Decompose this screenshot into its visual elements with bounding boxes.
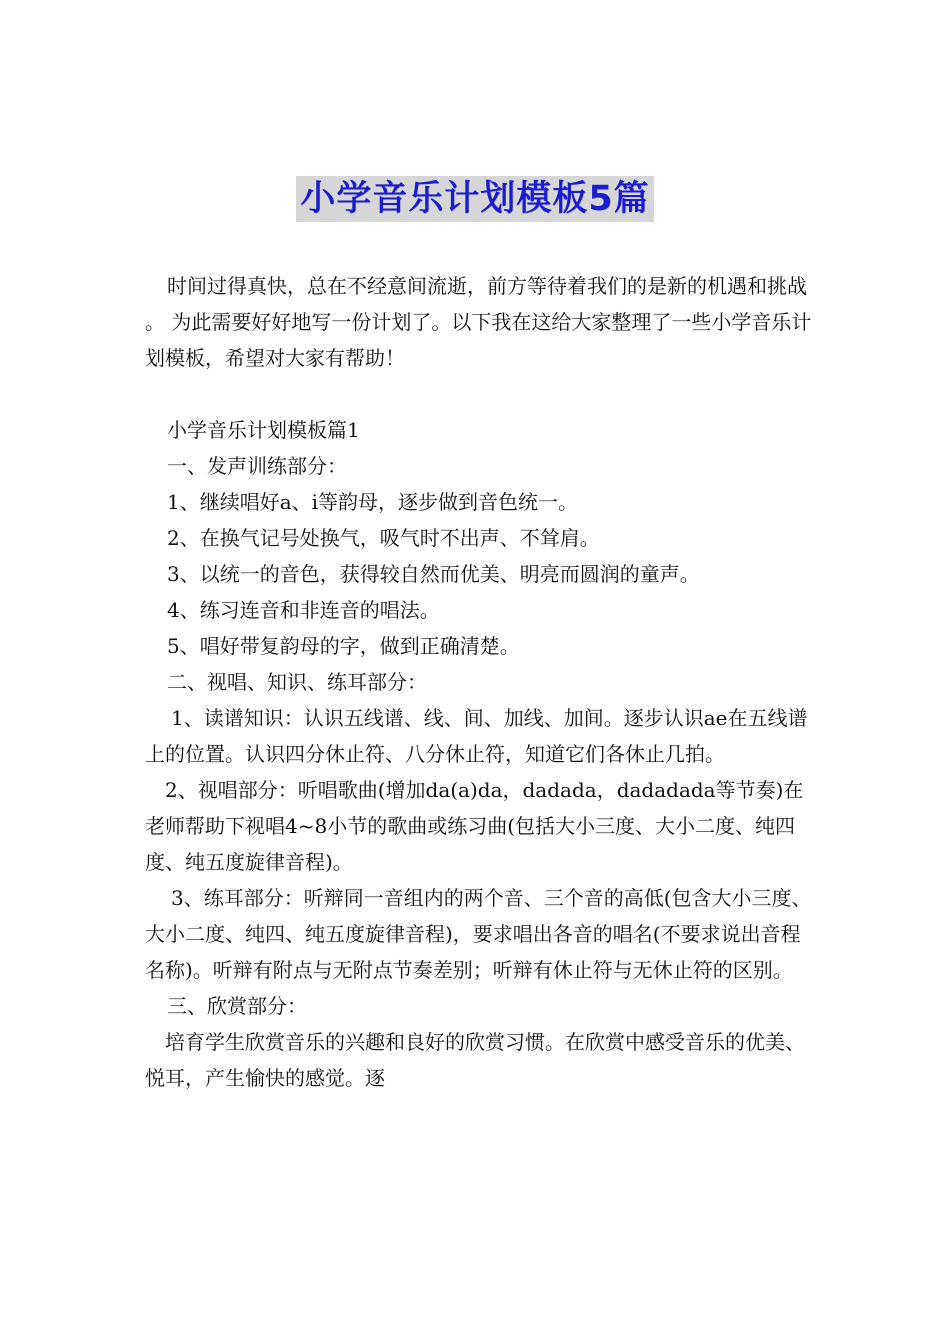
part1-item: 2、在换气记号处换气，吸气时不出声、不耸肩。 [167, 526, 600, 550]
part3-heading: 三、欣赏部分： [167, 994, 307, 1018]
part3-paragraph: 培育学生欣赏音乐的兴趣和良好的欣赏习惯。在欣赏中感受音乐的优美、悦耳，产生愉快的感觉。逐 [145, 1030, 805, 1090]
part2-item: 1、读谱知识：认识五线谱、线、间、加线、加间。逐步认识ae在五线谱上的位置。认识四分休止符、八分休止符，知道它们各休止几拍。 [145, 706, 808, 766]
document-body [145, 268, 813, 1096]
part1-item: 1、继续唱好a、i等韵母，逐步做到音色统一。 [167, 490, 579, 514]
part1-heading: 一、发声训练部分： [167, 454, 347, 478]
part2-heading: 二、视唱、知识、练耳部分： [167, 670, 427, 694]
part2-item: 2、视唱部分：听唱歌曲(增加da(a)da，dadada，dadadada等节奏)在老师帮助下视唱4~8小节的歌曲或练习曲(包括大小三度、大小二度、纯四度、纯五度旋律音程)。 [145, 778, 804, 874]
section-heading: 小学音乐计划模板篇1 [167, 418, 360, 442]
title-container [0, 176, 950, 222]
document-title: 小学音乐计划模板5篇 [296, 176, 653, 222]
part1-item: 3、以统一的音色，获得较自然而优美、明亮而圆润的童声。 [167, 562, 700, 586]
part2-item: 3、练耳部分：听辩同一音组内的两个音、三个音的高低(包含大小三度、大小二度、纯四、纯五度旋律音程)，要求唱出各音的唱名(不要求说出音程名称)。听辩有附点与无附点节奏差别；听辩有休止符与无休止符的区别。 [145, 886, 812, 982]
part1-item: 4、练习连音和非连音的唱法。 [167, 598, 440, 622]
part1-item: 5、唱好带复韵母的字，做到正确清楚。 [167, 634, 520, 658]
intro-paragraph: 时间过得真快，总在不经意间流逝，前方等待着我们的是新的机遇和挑战 。 为此需要好好地写一份计划了。以下我在这给大家整理了一些小学音乐计划模板，希望对大家有帮助！ [145, 274, 812, 370]
paragraph-gap [145, 376, 813, 412]
